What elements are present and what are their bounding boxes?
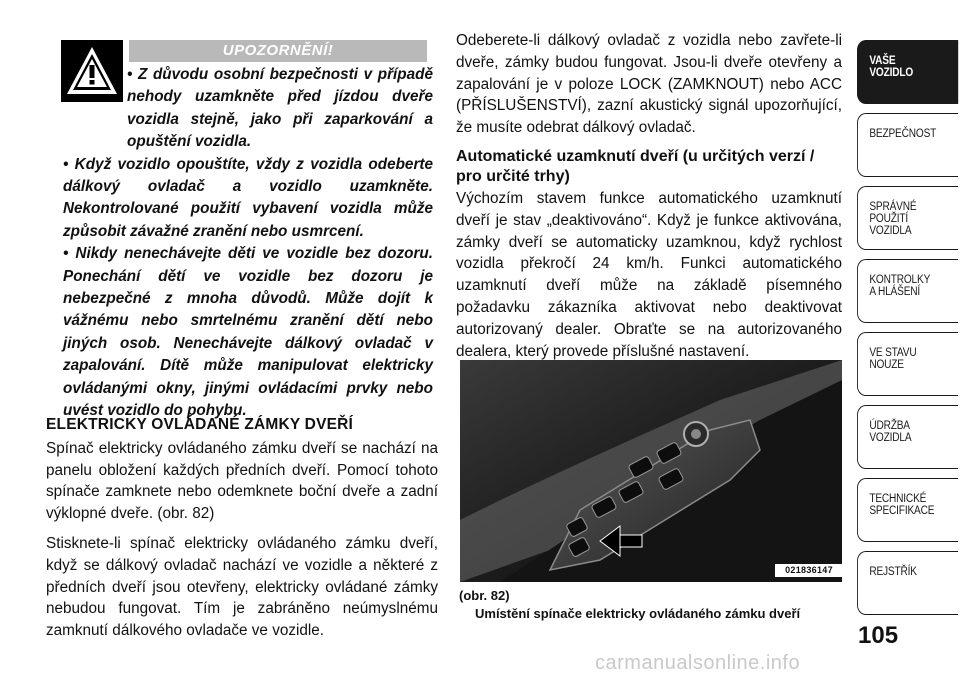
- chapter-tab-0[interactable]: [857, 40, 958, 104]
- paragraph: Spínač elektricky ovládaného zámku dveří se nachází na panelu obložení každých předních dveří. Pomocí tohoto spínače zamknete nebo odemknete boční dveře a zadní výklopné dveře. (obr. 82): [46, 440, 438, 522]
- chapter-tabs: [857, 40, 960, 624]
- chapter-tab-label: VE STAVU NOUZE: [869, 347, 917, 371]
- intro-paragraph: Odeberete-li dálkový ovladač z vozidla nebo zavřete-li dveře, zámky budou fungovat. Jsou-li dveře otevřeny a zapalování je v poloze LOCK (ZAMKNOUT) nebo ACC (PŘÍSLUŠENSTVÍ), zazní akustický signál upozorňující, že musíte odebrat dálkový ovladač.: [456, 32, 842, 137]
- warning-item: • Nikdy nenechávejte děti ve vozidle bez dozoru. Ponechání dětí ve vozidle bez dozoru je nebezpečné z mnoha důvodů. Může dojít k vážnému nebo smrtelnému zranění dětí nebo jiných osob. Nenechávejte dálkový ovladač v zapalování. Dítě může manipulovat elektricky ovládanými okny, jinými ovládacími prvky nebo uvést vozidlo do pohybu.: [63, 245, 433, 420]
- chapter-tab-7[interactable]: [857, 551, 958, 615]
- figure-caption: Umístění spínače elektricky ovládaného zámku dveří: [475, 606, 801, 621]
- body-paragraph: Výchozím stavem funkce automatického uzamknutí dveří je stav „deaktivováno“. Když je funkce aktivována, zámky dveří se automaticky uzamknou, když rychlost vozidla překročí 24 km/h. Funkci automatického uzamknutí dveří může na základě písemného požadavku zákazníka aktivovat nebo deaktivovat autorizovaný dealer. Obraťte se na autorizovaného dealera, který provede příslušné nastavení.: [456, 189, 842, 360]
- chapter-tab-label: REJSTŘÍK: [869, 566, 917, 578]
- subsection-heading: Automatické uzamknutí dveří (u určitých verzí / pro určité trhy): [456, 147, 815, 185]
- chapter-tab-label: TECHNICKÉ SPECIFIKACE: [869, 493, 935, 517]
- watermark: carmanualsonline.info: [595, 652, 801, 674]
- page-number: 105: [858, 622, 899, 649]
- door-switch-photo: [460, 360, 842, 582]
- warning-text: [63, 64, 433, 423]
- section-heading: ELEKTRICKY OVLÁDANÉ ZÁMKY DVEŘÍ: [46, 416, 354, 433]
- chapter-tab-3[interactable]: [857, 259, 958, 323]
- chapter-tab-label: VAŠE VOZIDLO: [869, 55, 914, 79]
- right-column: [456, 30, 842, 362]
- chapter-tab-2[interactable]: [857, 186, 958, 250]
- warning-item: • Když vozidlo opouštíte, vždy z vozidla odeberte dálkový ovladač a vozidlo uzamkněte. Nekontrolované použití vybavení vozidla může způsobit závažné zranění nebo usmrcení.: [63, 155, 433, 240]
- chapter-tab-label: SPRÁVNÉ POUŽITÍ VOZIDLA: [869, 201, 917, 237]
- chapter-tab-5[interactable]: [857, 405, 958, 469]
- chapter-tab-4[interactable]: [857, 332, 958, 396]
- warning-title: UPOZORNĚNÍ!: [129, 40, 427, 62]
- chapter-tab-6[interactable]: [857, 478, 958, 542]
- figure-number: (obr. 82): [459, 588, 510, 603]
- chapter-tab-label: KONTROLKY A HLÁŠENÍ: [869, 274, 931, 298]
- left-body: [46, 438, 438, 650]
- warning-item: • Z důvodu osobní bezpečnosti v případě nehody uzamkněte před jízdou dveře vozidla stejně, jako při zaparkování a opuštění vozidla.: [127, 66, 433, 151]
- chapter-tab-label: ÚDRŽBA VOZIDLA: [869, 420, 912, 444]
- chapter-tab-1[interactable]: [857, 113, 958, 177]
- paragraph: Stisknete-li spínač elektricky ovládaného zámku dveří, když se dálkový ovladač nachází ve vozidle a některé z předních dveří jsou otevřeny, elektricky ovládané zámky nebudou fungovat. Tím je zabráněno neúmyslnému zamknutí dálkového ovladače ve vozidle.: [46, 535, 438, 639]
- chapter-tab-label: BEZPEČNOST: [869, 128, 937, 140]
- photo-code: 021836147: [775, 564, 843, 577]
